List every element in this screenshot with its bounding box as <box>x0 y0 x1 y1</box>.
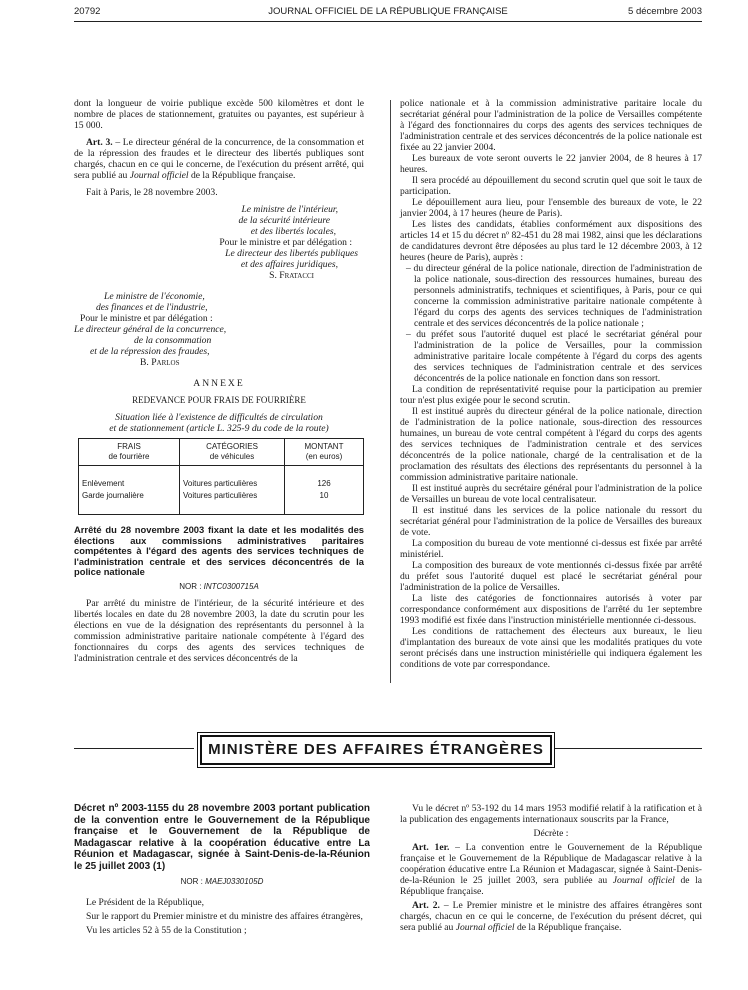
paragraph: La condition de représentativité requise pour la participation au premier tour n'est plus exigée pour le second scrutin. <box>400 384 702 406</box>
banner-rule-left <box>74 748 194 749</box>
paragraph: Vu les articles 52 à 55 de la Constitution ; <box>86 925 247 936</box>
nor-reference: NOR : INTC0300715A <box>179 581 259 591</box>
list-item: – du directeur général de la police nationale, direction de l'administration de la police nationale, sous-direction des ressources humaines, bureau des personnels administratifs, techniques et scientifiques, à Paris, pour ce qui concerne la commission administrative paritaire nationale compétente à l'égard du corps des agents des services techniques de l'administration centrale et des services déconcentrés de la police nationale ; <box>406 263 702 329</box>
paragraph: Il est institué auprès du directeur général de la police nationale, direction de l'administration de la police nationale, sous-direction des ressources humaines, un bureau de vote central compétent à l'égard du corps des agents des services techniques de l'administration centrale et des services déconcentrés de la police nationale, chargé de la centralisation et de la proclamation des résultats des élections des représentants du personnel à la commission administrative paritaire nationale. <box>400 406 702 483</box>
paragraph: Vu le décret nº 53-192 du 14 mars 1953 modifié relatif à la ratification et à la publication des engagements internationaux souscrits par la France, <box>400 803 702 825</box>
decrete-label: Décrète : <box>533 828 569 839</box>
paragraph: Les conditions de rattachement des électeurs aux bureaux, le lieu d'implantation des bureaux de vote ainsi que les modalités pratiques du vote seront précisés dans une instruction ministérielle qui indiquera également les conditions de vote par correspondance. <box>400 626 702 670</box>
decree-left <box>74 803 370 936</box>
right-column <box>400 98 702 670</box>
article-3: Art. 3. – Le directeur général de la concurrence, de la consommation et de la répression des fraudes et le directeur des libertés publiques sont chargés, chacun en ce qui le concerne, de l'exécution du présent arrêté, qui sera publié au Journal officiel de la République française. <box>74 137 364 181</box>
paragraph: Il est institué auprès du secrétaire général pour l'administration de la police de Versailles un bureau de vote local centralisateur. <box>400 483 702 505</box>
paragraph: La composition du bureau de vote mentionné ci-dessus est fixée par arrêté ministériel. <box>400 538 702 560</box>
signature-block-economy: Le ministre de l'économie, des finances et de l'industrie, Pour le ministre et par délégation : Le directeur général de la concurrence, de la consommation et de la répression des fraudes, B. Parlos <box>74 291 364 368</box>
paragraph: Il est institué dans les services de la police nationale du ressort du secrétariat général pour l'administration de la police de Versailles des bureaux de vote. <box>400 505 702 538</box>
paragraph: Sur le rapport du Premier ministre et du ministre des affaires étrangères, <box>86 911 363 922</box>
paragraph: Les bureaux de vote seront ouverts le 22 janvier 2004, de 8 heures à 17 heures. <box>400 153 702 175</box>
left-column: dont la longueur de voirie publique excède 500 kilomètres et dont le nombre de places de stationnement, gratuites ou payantes, est supérieur à 15 000. Art. 3. – Le directeur général de la concurrence, de la consommation et de la répression des fraudes et le directeur des libertés publiques sont chargés, chacun en ce qui le concerne, de l'exécution du présent arrêté, qui sera publié au Journal officiel de la République française. Fait à Paris, le 28 novembre 2003. Le ministre de l'intérieur, de la sécurité intérieure et des libertés locales, Pour le ministre et par délégation : Le directeur des libertés publiques et des affaires juridiques, S. Fratacci Le ministre de l'économie, des finances et de l'industrie, Pour le ministre et par délégation : Le directeur général de la concurrence, de la consommation et de la répression des fraudes, B. Parlos ANNEXE REDEVANCE POUR FRAIS DE FOURRIÈRE Situation liée à l'existence de difficultés de circulation et de stationnement (article L. 325-9 du code de la route) FRAIS de fourrière CATÉGORIES de véhicules MONTANT (en euros) Enlèvement Voitures particulières 126 Garde journalière Voitures particulières 10 Arrêté du 28 novembre 2003 fixant la date et les modalités des élections aux commissions administratives paritaires compétentes à l'égard des agents des services techniques de l'administration centrale et des services déconcentrés de la police nationale NOR : INTC0300715A Par arrêté du ministre de l'intérieur, de la sécurité intérieure et des libertés locales en date du 28 novembre 2003, la date du scrutin pour les élections en vue de la désignation des représentants du personnel à la commission administrative paritaire nationale compétente à l'égard des fonctionnaires du corps des agents des services techniques de l'administration centrale et des services déconcentrés de la <box>74 98 364 664</box>
signature-block-interior: Le ministre de l'intérieur, de la sécurité intérieure et des libertés locales, Pour le ministre et par délégation : Le directeur des libertés publiques et des affaires juridiques, S. Fratacci <box>74 204 364 281</box>
paragraph: Les listes des candidats, établies conformément aux dispositions des articles 14 et 15 du décret nº 82-451 du 28 mai 1982, ainsi que les déclarations de candidatures devront être déposées au plus tard le 12 décembre 2003, à 12 heures (heure de Paris), auprès : <box>400 219 702 263</box>
article-1: Art. 1er. – La convention entre le Gouvernement de la République française et le Gouvernement de la République de Madagascar relative à la coopération éducative entre La Réunion et Madagascar, signée à Saint-Denis-de-la-Réunion le 25 juillet 2003, sera publiée au Journal officiel de la République française. <box>400 842 703 897</box>
ministry-banner: MINISTÈRE DES AFFAIRES ÉTRANGÈRES <box>200 735 552 765</box>
column-header: FRAIS de fourrière <box>79 439 180 466</box>
annexe-title: ANNEXE <box>193 378 245 389</box>
issue-date: 5 décembre 2003 <box>628 6 702 17</box>
list-item: – du préfet sous l'autorité duquel est placé le secrétariat général pour l'administration de la police de Versailles, pour la commission administrative paritaire locale compétente à l'égard du corps des agents des services techniques de l'administration centrale et des services déconcentrés de la police nationale en fonction dans son ressort. <box>406 329 702 384</box>
paragraph: Le Président de la République, <box>86 897 205 908</box>
signatory-name: B. Parlos <box>140 357 180 368</box>
arrete-title: Arrêté du 28 novembre 2003 fixant la date et les modalités des élections aux commissions administratives paritaires compétentes à l'égard des agents des services techniques de l'administration centrale et des services déconcentrés de la police nationale <box>74 524 364 578</box>
nor-reference: NOR : MAEJ0330105D <box>180 877 264 886</box>
column-header: CATÉGORIES de véhicules <box>180 439 285 466</box>
column-header: MONTANT (en euros) <box>285 439 364 466</box>
banner-rule-right <box>555 748 702 749</box>
page-header <box>74 6 702 20</box>
journal-title: JOURNAL OFFICIEL DE LA RÉPUBLIQUE FRANÇAISE <box>268 6 508 17</box>
decree-right <box>400 803 702 933</box>
annexe-subtitle: REDEVANCE POUR FRAIS DE FOURRIÈRE <box>132 395 306 405</box>
table-row: Garde journalière Voitures particulières 10 <box>79 490 363 502</box>
fait-date: Fait à Paris, le 28 novembre 2003. <box>86 187 218 198</box>
paragraph: Il sera procédé au dépouillement du second scrutin quel que soit le taux de participation. <box>400 175 702 197</box>
decree-title: Décret nº 2003-1155 du 28 novembre 2003 portant publication de la convention entre le Gouvernement de la République française et le Gouvernement de la République de Madagascar relative à la coopération éducative entre La Réunion et Madagascar, signée à Saint-Denis-de-la-Réunion le 25 juillet 2003 (1) <box>74 803 370 872</box>
article-label: Art. 3. <box>86 137 113 148</box>
signatory-name: S. Fratacci <box>269 270 314 281</box>
paragraph: La composition des bureaux de vote mentionnés ci-dessus fixée par arrêté du préfet sous l'autorité duquel est placé le secrétariat général pour l'administration de la police de Versailles. <box>400 560 702 593</box>
table-row: Enlèvement Voitures particulières 126 <box>79 478 363 490</box>
paragraph: dont la longueur de voirie publique excède 500 kilomètres et dont le nombre de places de stationnement, gratuites ou payantes, est supérieur à 15 000. <box>74 98 364 131</box>
fee-table <box>78 438 364 515</box>
paragraph: Par arrêté du ministre de l'intérieur, de la sécurité intérieure et des libertés locales en date du 28 novembre 2003, la date du scrutin pour les élections en vue de la désignation des représentants du personnel à la commission administrative paritaire nationale compétente à l'égard des fonctionnaires du corps des agents des services techniques de l'administration centrale et des services déconcentrés de la <box>74 597 364 664</box>
header-rule <box>74 21 702 22</box>
page-number: 20792 <box>74 6 101 17</box>
column-divider <box>390 100 391 683</box>
paragraph: La liste des catégories de fonctionnaires autorisés à voter par correspondance conformément aux dispositions de l'arrêté du 1er septembre 1993 modifié est fixée dans l'instruction ministérielle mentionnée ci-dessous. <box>400 593 702 626</box>
paragraph: Le dépouillement aura lieu, pour l'ensemble des bureaux de vote, le 22 janvier 2004, à 17 heures (heure de Paris). <box>400 197 702 219</box>
paragraph: police nationale et à la commission administrative paritaire locale du secrétariat général pour l'administration de la police de Versailles compétente à l'égard des fonctionnaires du corps des agents des services techniques de l'administration centrale et des services déconcentrés de la police nationale est fixée au 22 janvier 2004. <box>400 98 702 153</box>
article-2: Art. 2. – Le Premier ministre et le ministre des affaires étrangères sont chargés, chacun en ce qui le concerne, de l'exécution du présent décret, qui sera publié au Journal officiel de la République française. <box>400 900 703 933</box>
